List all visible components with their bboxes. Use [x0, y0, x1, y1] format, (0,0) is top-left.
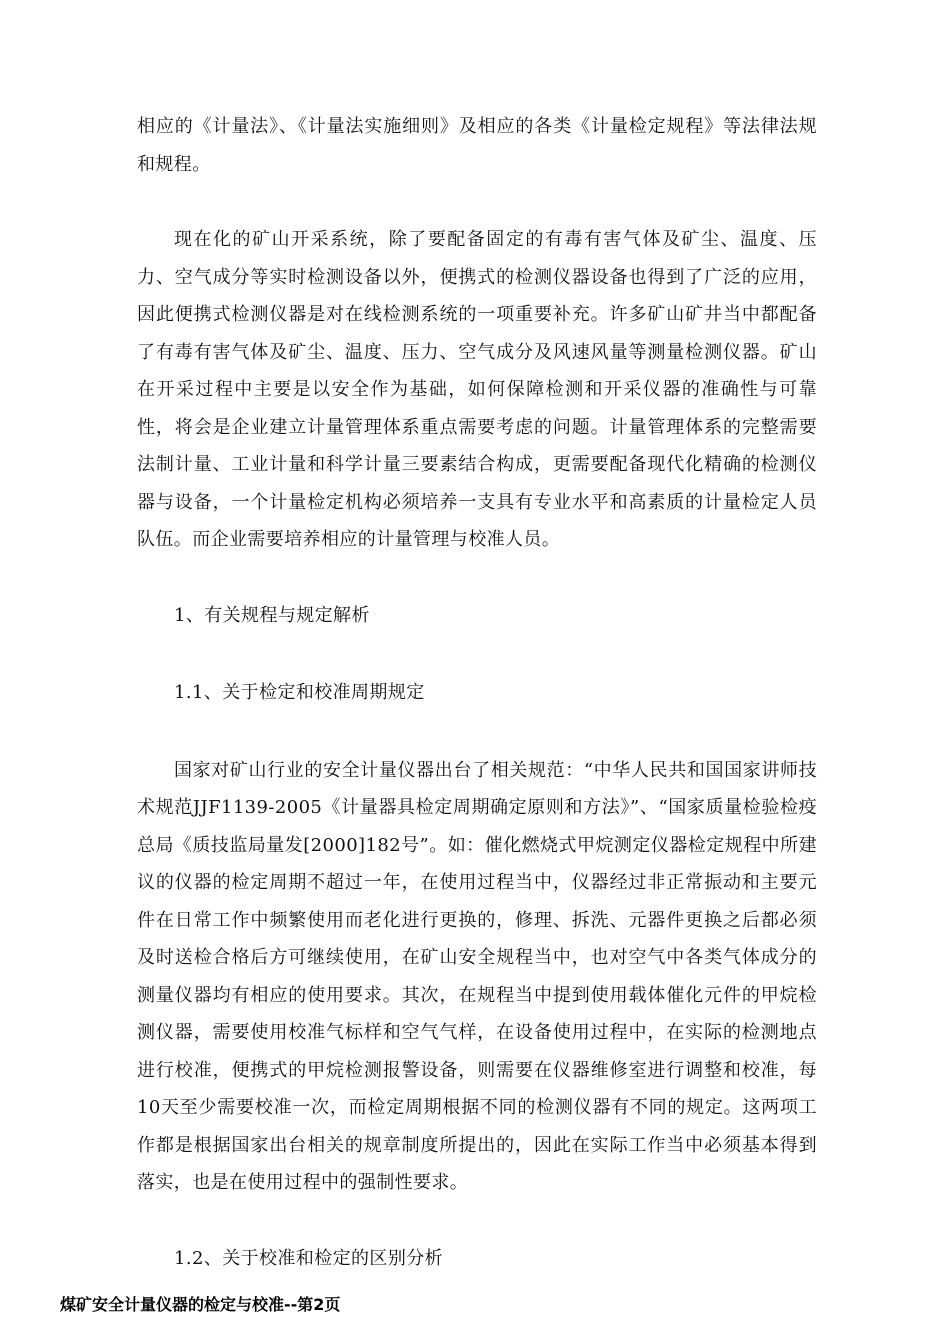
- paragraph-calibration-cycle: 国家对矿山行业的安全计量仪器出台了相关规范：“中华人民共和国国家讲师技术规范JJF1139-2005《计量器具检定周期确定原则和方法》”、“国家质量检验检疫总局《质技监局量发[2000]182号”。如：催化燃烧式甲烷测定仪器检定规程中所建议的仪器的检定周期不超过一年，在使用过程当中，仪器经过非正常振动和主要元件在日常工作中频繁使用而老化进行更换的，修理、拆洗、元器件更换之后都必须及时送检合格后方可继续使用，在矿山安全规程当中，也对空气中各类气体成分的测量仪器均有相应的使用要求。其次，在规程当中提到使用载体催化元件的甲烷检测仪器，需要使用校准气标样和空气气样，在设备使用过程中，在实际的检测地点进行校准，便携式的甲烷检测报警设备，则需要在仪器维修室进行调整和校准，每10天至少需要校准一次，而检定周期根据不同的检测仪器有不同的规定。这两项工作都是根据国家出台相关的规章制度所提出的，因此在实际工作当中必须基本得到落实，也是在使用过程中的强制性要求。: [137, 759, 817, 1193]
- paragraph-intro-continuation: 相应的《计量法》、《计量法实施细则》及相应的各类《计量检定规程》等法律法规和规程。: [137, 116, 817, 175]
- document-body: [137, 108, 817, 1277]
- section-heading-1-1: 1.1、关于检定和校准周期规定: [174, 682, 425, 703]
- page-footer: 煤矿安全计量仪器的检定与校准--第2页: [60, 1295, 341, 1314]
- section-heading-1: 1、有关规程与规定解析: [174, 604, 370, 626]
- section-heading-1-2: 1.2、关于校准和检定的区别分析: [174, 1247, 444, 1269]
- paragraph-mining-systems: 现在化的矿山开采系统，除了要配备固定的有毒有害气体及矿尘、温度、压力、空气成分等实时检测设备以外，便携式的检测仪器设备也得到了广泛的应用，因此便携式检测仪器是对在线检测系统的一项重要补充。许多矿山矿井当中都配备了有毒有害气体及矿尘、温度、压力、空气成分及风速风量等测量检测仪器。矿山在开采过程中主要是以安全作为基础，如何保障检测和开采仪器的准确性与可靠性，将会是企业建立计量管理体系重点需要考虑的问题。计量管理体系的完整需要法制计量、工业计量和科学计量三要素结合构成，更需要配备现代化精确的检测仪器与设备，一个计量检定机构必须培养一支具有专业水平和高素质的计量检定人员队伍。而企业需要培养相应的计量管理与校准人员。: [137, 229, 817, 550]
